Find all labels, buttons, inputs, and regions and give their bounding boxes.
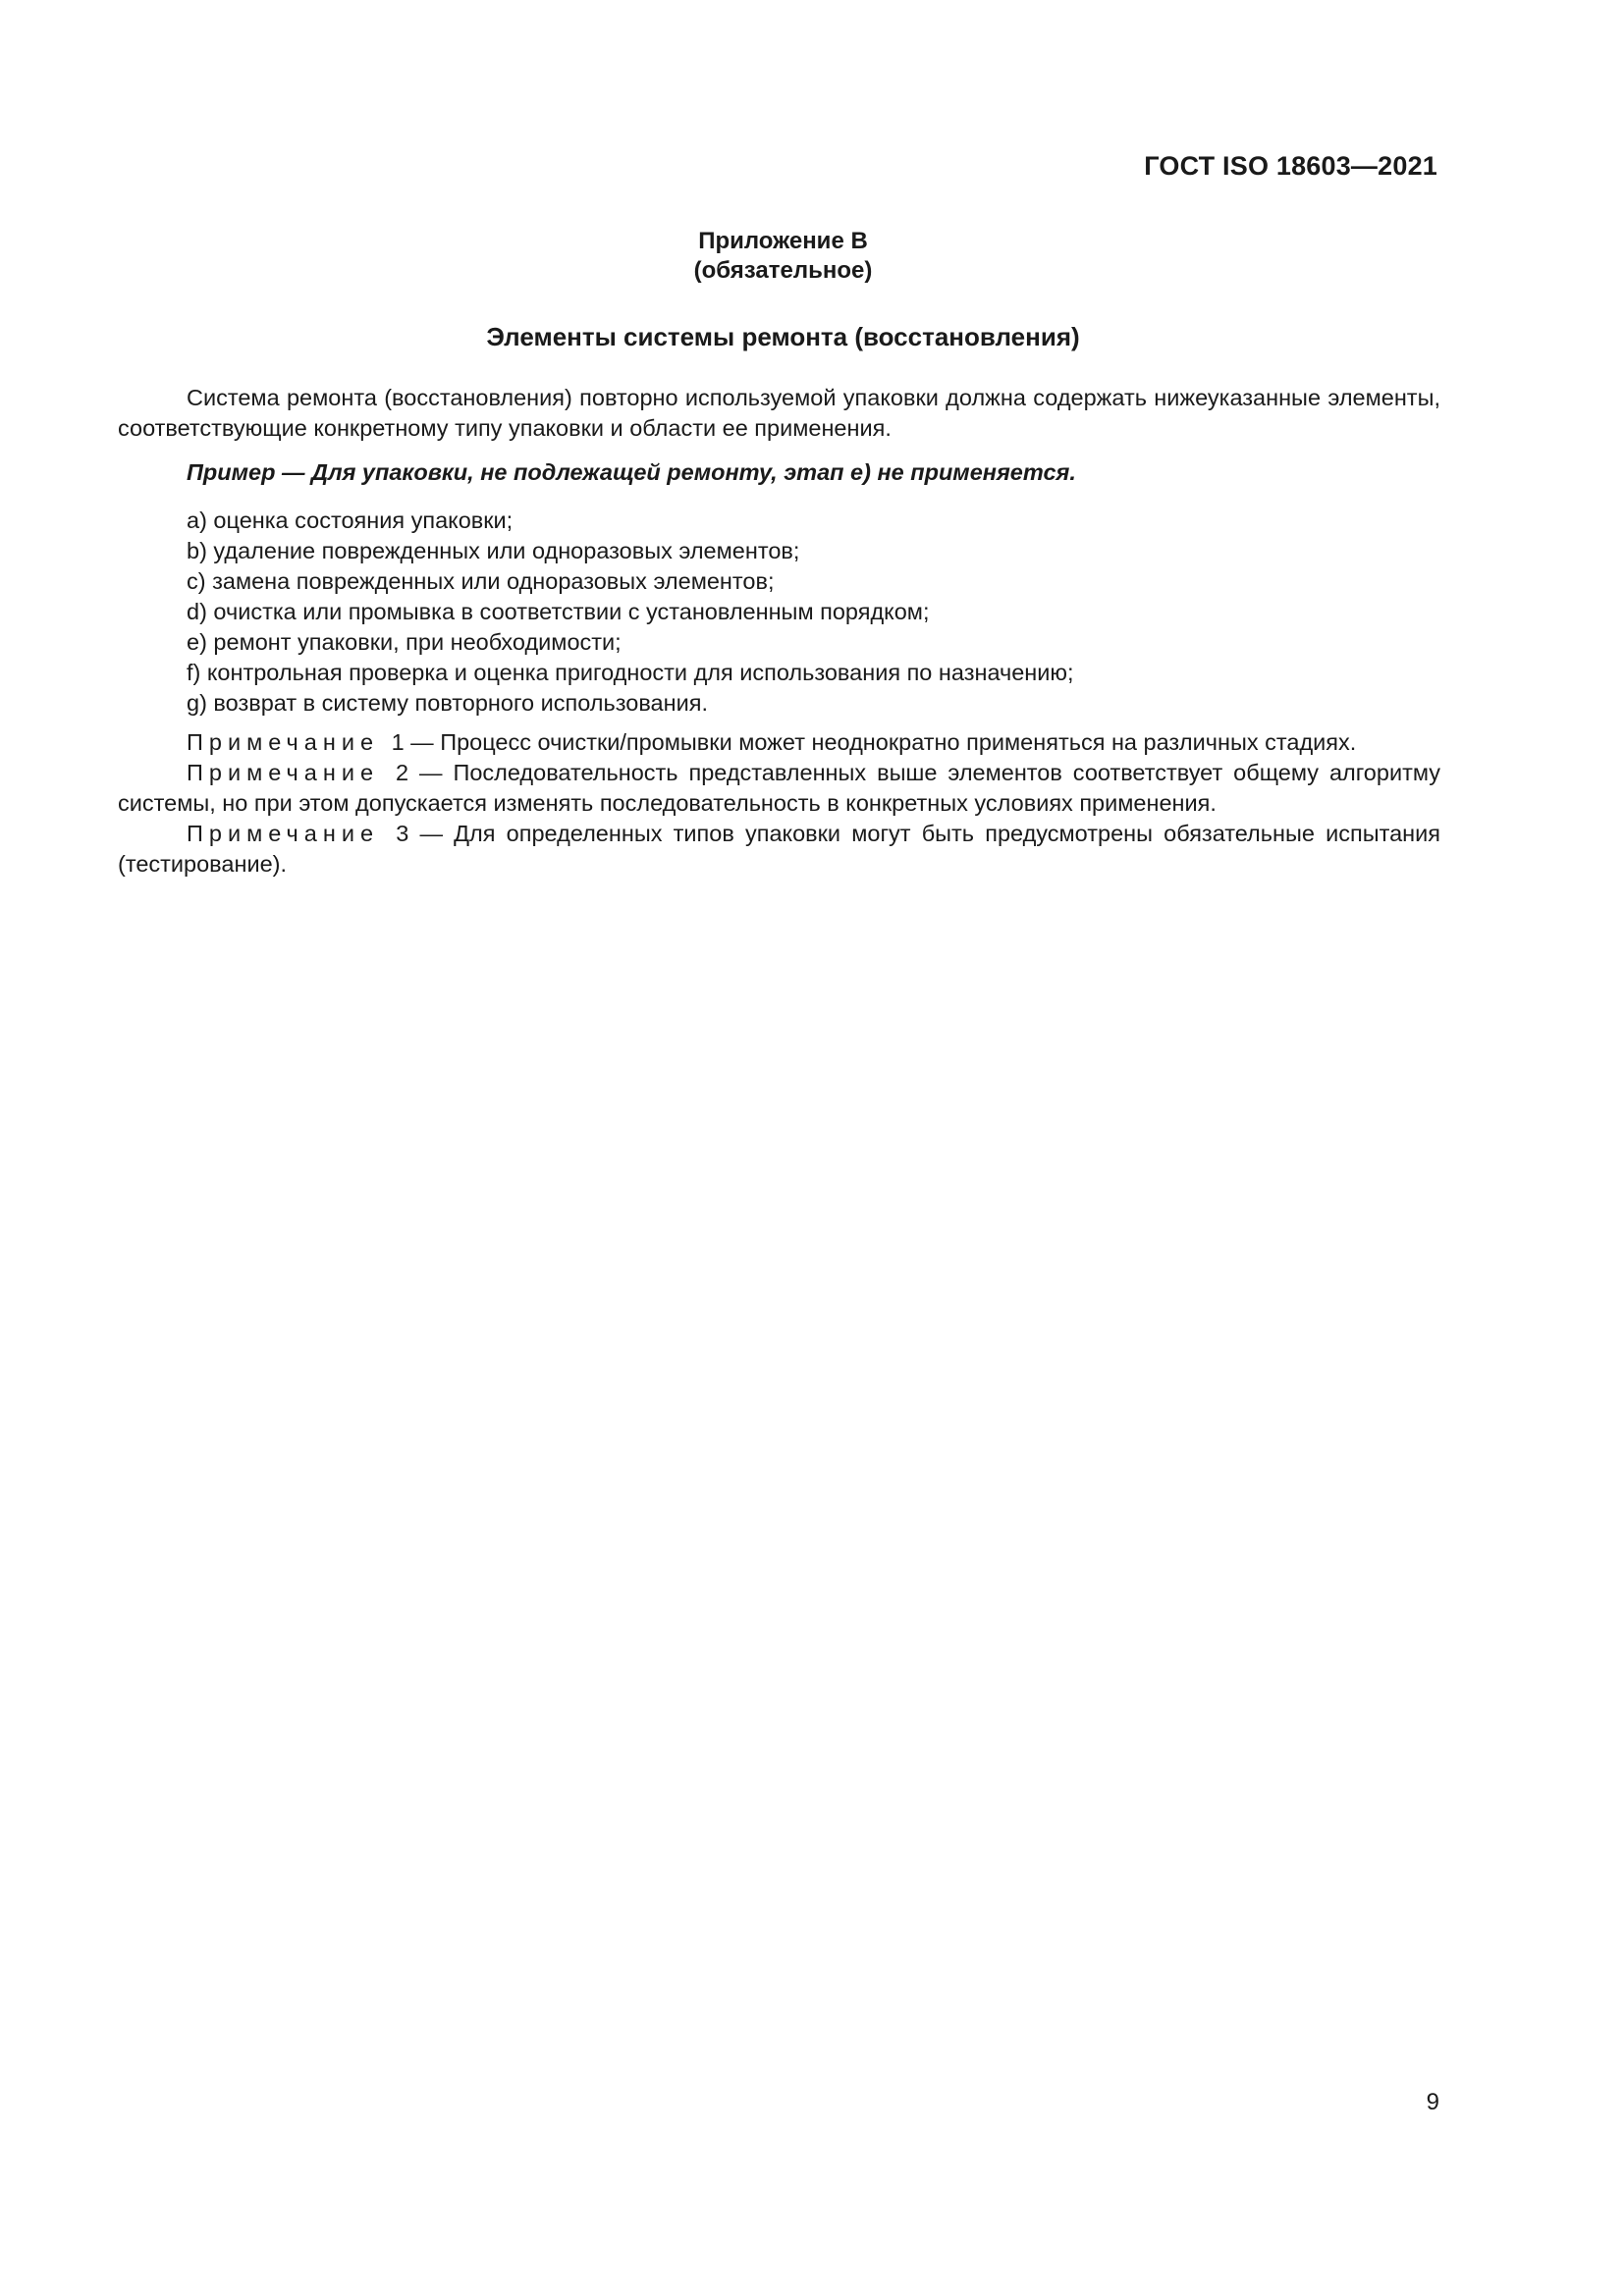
note-text: 1 — Процесс очистки/промывки может неоднократно применяться на различных стадиях. — [391, 729, 1357, 755]
notes-block — [118, 727, 1440, 880]
list-item: e) ремонт упаковки, при необходимости; — [187, 629, 622, 655]
note-text: 3 — Для определенных типов упаковки могут быть предусмотрены обязательные испытания (тестирование). — [118, 821, 1440, 877]
appendix-status: (обязательное) — [693, 257, 873, 284]
note-2 — [118, 758, 1440, 819]
list-item: d) очистка или промывка в соответствии с установленным порядком; — [187, 599, 930, 624]
note-text: 2 — Последовательность представленных выше элементов соответствует общему алгоритму системы, но при этом допускается изменять последовательность в конкретных условиях применения. — [118, 760, 1441, 816]
list-item: b) удаление поврежденных или одноразовых элементов; — [187, 538, 800, 563]
note-label: Примечание — [187, 821, 380, 846]
appendix-title: Приложение В — [698, 228, 868, 254]
list-item: a) оценка состояния упаковки; — [187, 507, 514, 533]
appendix-heading — [0, 227, 1566, 286]
list-item: c) замена поврежденных или одноразовых элементов; — [187, 568, 775, 594]
note-3 — [118, 819, 1440, 880]
list-item: g) возврат в систему повторного использования. — [187, 690, 708, 716]
intro-text: Система ремонта (восстановления) повторно используемой упаковки должна содержать нижеуказанные элементы, соответствующие конкретному типу упаковки и области ее применения. — [118, 385, 1440, 441]
page-number: 9 — [1426, 2089, 1439, 2115]
section-title: Элементы системы ремонта (восстановления) — [486, 322, 1080, 351]
document-id: ГОСТ ISO 18603—2021 — [1144, 151, 1437, 181]
intro-paragraph — [118, 383, 1440, 444]
note-label: Примечание — [187, 729, 380, 755]
list-item: f) контрольная проверка и оценка пригодности для использования по назначению; — [187, 660, 1074, 685]
example-text: Пример — Для упаковки, не подлежащей ремонту, этап е) не применяется. — [187, 459, 1076, 485]
note-label: Примечание — [187, 760, 380, 785]
note-1 — [118, 727, 1440, 758]
elements-list — [187, 506, 1074, 719]
